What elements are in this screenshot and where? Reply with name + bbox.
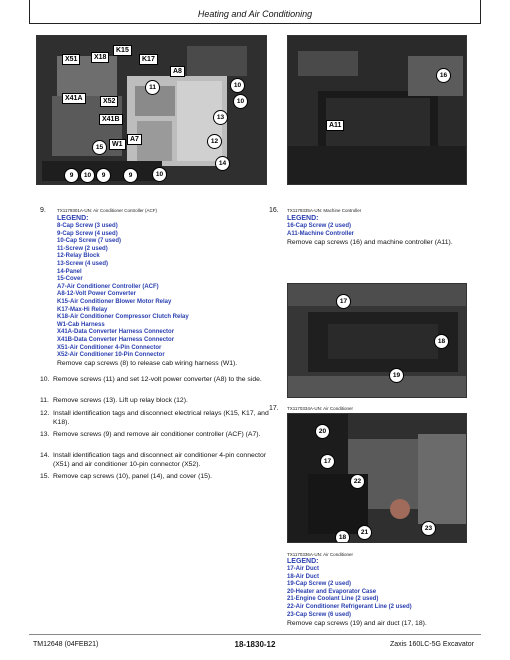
step-number: 13. bbox=[40, 431, 50, 438]
header-rule bbox=[29, 23, 481, 24]
callout-13: 13 bbox=[213, 110, 228, 125]
callout-10d: 10 bbox=[152, 167, 167, 182]
step-17-caption: TX1170336A-UN: Air Conditioner bbox=[287, 552, 353, 557]
legend-item: 17-Air Duct bbox=[287, 566, 320, 572]
step-13 bbox=[40, 431, 276, 440]
callout-18: 18 bbox=[335, 530, 350, 543]
legend-item: A11-Machine Controller bbox=[287, 230, 355, 237]
callout-11: 11 bbox=[145, 80, 160, 95]
legend-item: A8-12-Volt Power Converter bbox=[57, 291, 136, 298]
step-9-legend bbox=[57, 223, 189, 360]
legend-item: 22-Air Conditioner Refrigerant Line (2 used) bbox=[287, 603, 412, 610]
step-10 bbox=[40, 376, 276, 385]
callout-17: 17 bbox=[320, 454, 335, 469]
callout-k15: K15 bbox=[113, 45, 132, 56]
legend-item: 13-Screw (4 used) bbox=[57, 260, 109, 267]
step-15 bbox=[40, 473, 276, 482]
step-17-legend bbox=[287, 566, 412, 619]
callout-x51: X51 bbox=[62, 54, 80, 65]
step-14 bbox=[40, 452, 276, 469]
legend-item: K15-Air Conditioner Blower Motor Relay bbox=[57, 298, 172, 305]
legend-item: 15-Cover bbox=[57, 276, 83, 283]
callout-19: 19 bbox=[389, 368, 404, 383]
step-16-legend bbox=[287, 223, 354, 238]
legend-item: X41A-Data Converter Harness Connector bbox=[57, 329, 175, 336]
callout-x52: X52 bbox=[100, 96, 118, 107]
callout-17: 17 bbox=[336, 294, 351, 309]
step-17-caption-top: TX1170334A-UN: Air Conditioner bbox=[287, 406, 353, 411]
step-text: Install identification tags and disconnect electrical relays (K15, K17, and K18). bbox=[53, 410, 269, 426]
legend-item: X41B-Data Converter Harness Connector bbox=[57, 336, 175, 343]
legend-item: A7-Air Conditioner Controller (ACF) bbox=[57, 283, 159, 290]
legend-item: 11-Screw (2 used) bbox=[57, 245, 108, 252]
callout-15: 15 bbox=[92, 140, 107, 155]
step-9-number: 9. bbox=[40, 207, 46, 214]
legend-item: X52-Air Conditioner 10-Pin Connector bbox=[57, 352, 165, 359]
step-number: 11. bbox=[40, 397, 49, 404]
callout-9a: 9 bbox=[64, 168, 79, 183]
callout-a7: A7 bbox=[127, 134, 142, 145]
callout-23: 23 bbox=[421, 521, 436, 536]
footer-doc-id: TM12648 (04FEB21) bbox=[33, 641, 99, 648]
step-text: Install identification tags and disconnect air conditioner 4-pin connector (X51) and air conditioner 10-pin connector (X52). bbox=[53, 452, 267, 468]
step-16-instruction: Remove cap screws (16) and machine controller (A11). bbox=[287, 239, 453, 246]
callout-16: 16 bbox=[436, 68, 451, 83]
step-9-caption: TX1179301A-UN: Air Conditioner Controller (ACF) bbox=[57, 208, 157, 213]
page-title: Heating and Air Conditioning bbox=[197, 9, 313, 19]
legend-item: 16-Cap Screw (2 used) bbox=[287, 223, 352, 229]
legend-item: K18-Air Conditioner Compressor Clutch Relay bbox=[57, 314, 189, 321]
step-17-instruction: Remove cap screws (19) and air duct (17, 18). bbox=[287, 620, 427, 627]
legend-item: W1-Cab Harness bbox=[57, 321, 105, 328]
step-number: 14. bbox=[40, 452, 50, 459]
legend-item: X51-Air Conditioner 4-Pin Connector bbox=[57, 344, 162, 351]
callout-w1: W1 bbox=[109, 139, 126, 150]
legend-item: 18-Air Duct bbox=[287, 573, 320, 580]
step-text: Remove cap screws (10), panel (14), and cover (15). bbox=[53, 473, 213, 480]
callout-a8: A8 bbox=[170, 66, 185, 77]
legend-item: 14-Panel bbox=[57, 268, 82, 275]
callout-9c: 9 bbox=[123, 168, 138, 183]
callout-x18: X18 bbox=[91, 52, 109, 63]
step-16-caption: TX1179335A-UN: Machine Controller bbox=[287, 208, 362, 213]
figure-air-duct-photo bbox=[287, 283, 467, 398]
callout-10b: 10 bbox=[233, 94, 248, 109]
footer-rule bbox=[29, 634, 481, 635]
legend-item: 10-Cap Screw (7 used) bbox=[57, 238, 122, 245]
step-9-instruction: Remove cap screws (8) to release cab wiring harness (W1). bbox=[57, 360, 238, 367]
callout-x41b: X41B bbox=[99, 114, 123, 125]
callout-a11: A11 bbox=[326, 120, 344, 131]
legend-item: 21-Engine Coolant Line (2 used) bbox=[287, 596, 379, 603]
step-text: Remove screws (13). Lift up relay block (12). bbox=[53, 397, 188, 404]
figure-ac-controller-photo bbox=[36, 35, 267, 185]
figure-machine-controller-photo bbox=[287, 35, 467, 185]
step-text: Remove screws (9) and remove air conditioner controller (ACF) (A7). bbox=[53, 431, 261, 438]
step-text: Remove screws (11) and set 12-volt power converter (A8) to the side. bbox=[53, 376, 262, 383]
figure-air-conditioner-photo bbox=[287, 413, 467, 543]
step-number: 10. bbox=[40, 376, 50, 383]
step-11 bbox=[40, 397, 276, 406]
step-9-legend-title: LEGEND: bbox=[57, 215, 89, 222]
legend-item: 23-Cap Screw (6 used) bbox=[287, 611, 352, 618]
step-12 bbox=[40, 410, 276, 427]
callout-k17: K17 bbox=[139, 54, 158, 65]
callout-9b: 9 bbox=[96, 168, 111, 183]
callout-12: 12 bbox=[207, 134, 222, 149]
callout-10a: 10 bbox=[230, 78, 245, 93]
legend-item: 8-Cap Screw (3 used) bbox=[57, 223, 118, 229]
callout-x41a: X41A bbox=[62, 93, 86, 104]
callout-21: 21 bbox=[357, 525, 372, 540]
callout-18: 18 bbox=[434, 334, 449, 349]
callout-20: 20 bbox=[315, 424, 330, 439]
callout-22: 22 bbox=[350, 474, 365, 489]
photo-machine-controller-illustration bbox=[288, 36, 466, 184]
step-17-legend-title: LEGEND: bbox=[287, 558, 319, 565]
callout-14: 14 bbox=[215, 156, 230, 171]
callout-10c: 10 bbox=[80, 168, 95, 183]
step-16-legend-title: LEGEND: bbox=[287, 215, 319, 222]
step-number: 12. bbox=[40, 410, 50, 417]
legend-item: 9-Cap Screw (4 used) bbox=[57, 230, 118, 237]
step-17-number: 17. bbox=[269, 405, 279, 412]
footer-page-number: 18-1830-12 bbox=[234, 640, 276, 649]
footer-model: Zaxis 160LC-5G Excavator bbox=[389, 641, 474, 648]
step-16-number: 16. bbox=[269, 207, 279, 214]
step-number: 15. bbox=[40, 473, 50, 480]
legend-item: K17-Max-Hi Relay bbox=[57, 306, 108, 313]
legend-item: 19-Cap Screw (2 used) bbox=[287, 581, 352, 588]
legend-item: 12-Relay Block bbox=[57, 253, 100, 260]
legend-item: 20-Heater and Evaporator Case bbox=[287, 588, 377, 595]
